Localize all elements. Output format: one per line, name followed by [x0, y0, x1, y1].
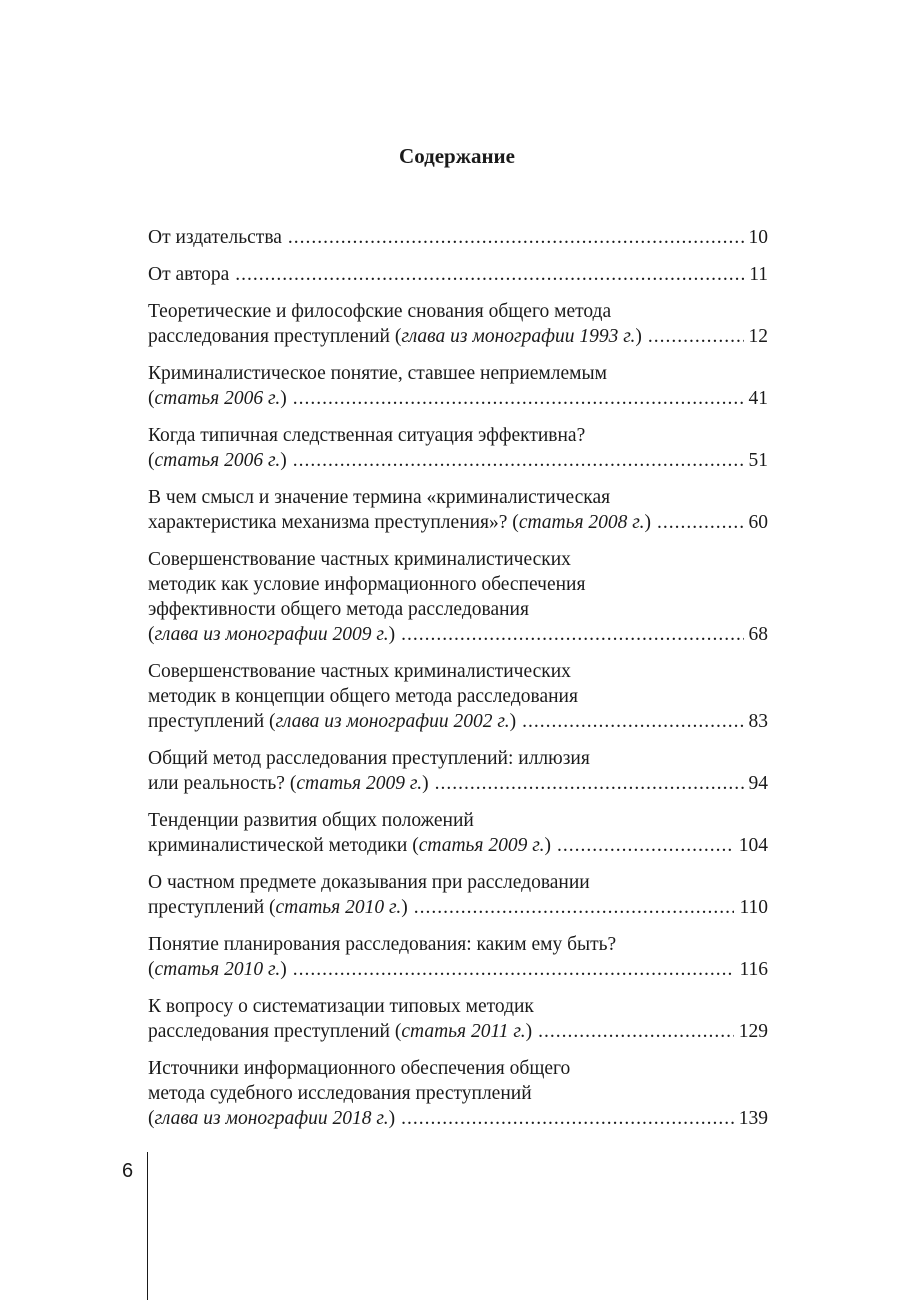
toc-page-number: 51: [748, 450, 768, 471]
toc-entry-close-paren: ): [388, 624, 396, 645]
toc-entry-title-line: В чем смысл и значение термина «криминалистическая: [148, 487, 611, 508]
toc-dot-leader: [522, 709, 743, 734]
toc-entry-last-line: [148, 386, 768, 411]
toc-entry-last-line: [148, 771, 768, 796]
toc-entry: [148, 225, 768, 250]
toc-title: Содержание: [399, 144, 515, 168]
toc-entry-text-plain: характеристика механизма преступления»? (: [148, 512, 519, 533]
toc-entry-close-paren: ): [422, 773, 429, 794]
toc-page-number: 94: [748, 773, 768, 794]
toc-entry-title-line: метода судебного исследования преступлений: [148, 1083, 532, 1104]
toc-entry-text: [148, 895, 408, 920]
toc-entry-title-line: Источники информационного обеспечения общего: [148, 1058, 571, 1079]
toc-entry-source: статья 2009 г.: [296, 773, 423, 794]
toc-dot-leader: [293, 448, 744, 473]
toc-entry: [148, 299, 768, 349]
toc-entry-title-line: О частном предмете доказывания при расследовании: [148, 872, 590, 893]
toc-entry-close-paren: ): [644, 512, 652, 533]
page-number: 6: [122, 1160, 134, 1182]
toc-entry-source: статья 2006 г.: [154, 450, 281, 471]
toc-entry-last-line: [148, 833, 768, 858]
toc-entry-text-plain: (: [148, 388, 155, 409]
toc-entry-title-line: Теоретические и философские снования общего метода: [148, 301, 612, 322]
toc-entry-source: глава из монографии 2002 г.: [275, 711, 510, 732]
toc-entry: [148, 361, 768, 411]
toc-page-number: 60: [748, 512, 768, 533]
toc-entry-text-plain: преступлений (: [148, 711, 276, 732]
toc-entry-last-line: [148, 957, 768, 982]
toc-entry-last-line: [148, 225, 768, 250]
toc-entry-text-plain: (: [148, 450, 155, 471]
toc-entry: [148, 870, 768, 920]
toc-dot-leader: [288, 225, 744, 250]
toc-entry-text: [148, 1019, 532, 1044]
toc-entry-source: глава из монографии 2009 г.: [154, 624, 389, 645]
toc-entry-title-line: Понятие планирования расследования: каким ему быть?: [148, 934, 617, 955]
toc-entry-title-line: эффективности общего метода расследования: [148, 599, 529, 620]
toc-entry-text-plain: (: [148, 1108, 155, 1129]
toc-entry: [148, 746, 768, 796]
toc-entry-last-line: [148, 1019, 768, 1044]
toc-entry-title-line: Общий метод расследования преступлений: иллюзия: [148, 748, 590, 769]
toc-entry-last-line: [148, 324, 768, 349]
toc-page-number: 110: [739, 897, 768, 918]
toc-page-number: 83: [748, 711, 768, 732]
toc-page-number: 10: [748, 227, 768, 248]
toc-page-number: 139: [738, 1108, 768, 1129]
toc-page-number: 41: [748, 388, 768, 409]
toc-entry-text-plain: От автора: [148, 264, 230, 285]
toc-entry-title-line: Совершенствование частных криминалистических: [148, 661, 571, 682]
toc-entry: [148, 485, 768, 535]
toc-entry-close-paren: ): [388, 1108, 396, 1129]
toc-entry-close-paren: ): [509, 711, 517, 732]
toc-page-number: 68: [748, 624, 768, 645]
toc-entry-last-line: [148, 1106, 768, 1131]
toc-page-number: 11: [749, 264, 768, 285]
toc-entry-text-plain: или реальность? (: [148, 773, 297, 794]
toc-entry-source: статья 2008 г.: [518, 512, 645, 533]
toc-entry: [148, 994, 768, 1044]
toc-entry-text-plain: преступлений (: [148, 897, 276, 918]
toc-entry-text: [148, 709, 516, 734]
toc-entry-text-plain: (: [148, 959, 155, 980]
toc-entry-source: статья 2010 г.: [154, 959, 281, 980]
margin-rule: [147, 1152, 148, 1300]
toc-entry-source: статья 2011 г.: [401, 1021, 526, 1042]
toc-entry: [148, 547, 768, 647]
table-of-contents: [148, 225, 768, 1143]
toc-entry-close-paren: ): [525, 1021, 533, 1042]
toc-entry-source: статья 2006 г.: [154, 388, 281, 409]
toc-dot-leader: [401, 1106, 734, 1131]
toc-entry-text: [148, 622, 395, 647]
toc-entry-last-line: [148, 262, 768, 287]
toc-entry-text: [148, 833, 551, 858]
toc-entry-text: [148, 262, 229, 287]
toc-entry-title-line: Криминалистическое понятие, ставшее неприемлемым: [148, 363, 607, 384]
toc-entry-text: [148, 386, 287, 411]
toc-entry-text: [148, 771, 429, 796]
toc-entry-title-line: Тенденции развития общих положений: [148, 810, 474, 831]
toc-entry: [148, 423, 768, 473]
toc-entry-text-plain: (: [148, 624, 155, 645]
toc-entry-title-line: Когда типичная следственная ситуация эффективна?: [148, 425, 586, 446]
toc-entry-source: статья 2009 г.: [418, 835, 545, 856]
toc-entry-close-paren: ): [401, 897, 408, 918]
toc-entry: [148, 932, 768, 982]
toc-entry-title-line: методик в концепции общего метода расследования: [148, 686, 578, 707]
toc-dot-leader: [414, 895, 735, 920]
toc-entry-text-plain: криминалистической методики (: [148, 835, 419, 856]
toc-entry-close-paren: ): [280, 959, 287, 980]
toc-entry-last-line: [148, 448, 768, 473]
toc-page-number: 12: [748, 326, 768, 347]
toc-entry-source: глава из монографии 1993 г.: [401, 326, 636, 347]
toc-entry-title-line: К вопросу о систематизации типовых методик: [148, 996, 534, 1017]
toc-entry-text: [148, 510, 651, 535]
toc-entry-title-line: Совершенствование частных криминалистических: [148, 549, 571, 570]
toc-entry-text-plain: расследования преступлений (: [148, 326, 402, 347]
toc-dot-leader: [293, 957, 735, 982]
toc-entry-text: [148, 324, 642, 349]
toc-entry-text-plain: От издательства: [148, 227, 282, 248]
toc-entry: [148, 808, 768, 858]
toc-entry-text: [148, 1106, 395, 1131]
toc-dot-leader: [557, 833, 734, 858]
toc-page-number: 129: [738, 1021, 768, 1042]
toc-entry-close-paren: ): [635, 326, 642, 347]
toc-dot-leader: [657, 510, 743, 535]
toc-entry-text: [148, 957, 287, 982]
toc-entry-text-plain: расследования преступлений (: [148, 1021, 402, 1042]
toc-entry-close-paren: ): [280, 388, 287, 409]
toc-dot-leader: [293, 386, 744, 411]
toc-entry-title-line: методик как условие информационного обеспечения: [148, 574, 586, 595]
toc-entry-last-line: [148, 709, 768, 734]
toc-entry-last-line: [148, 510, 768, 535]
toc-dot-leader: [235, 262, 744, 287]
toc-entry-last-line: [148, 895, 768, 920]
toc-dot-leader: [435, 771, 744, 796]
toc-entry: [148, 659, 768, 734]
toc-dot-leader: [538, 1019, 734, 1044]
toc-entry-close-paren: ): [544, 835, 551, 856]
toc-entry: [148, 1056, 768, 1131]
toc-entry-text: [148, 448, 287, 473]
toc-entry-source: глава из монографии 2018 г.: [154, 1108, 389, 1129]
toc-dot-leader: [401, 622, 743, 647]
toc-entry: [148, 262, 768, 287]
toc-entry-close-paren: ): [280, 450, 287, 471]
toc-dot-leader: [648, 324, 744, 349]
toc-page-number: 104: [738, 835, 768, 856]
toc-page-number: 116: [739, 959, 768, 980]
toc-entry-source: статья 2010 г.: [275, 897, 402, 918]
toc-entry-text: [148, 225, 282, 250]
toc-entry-last-line: [148, 622, 768, 647]
